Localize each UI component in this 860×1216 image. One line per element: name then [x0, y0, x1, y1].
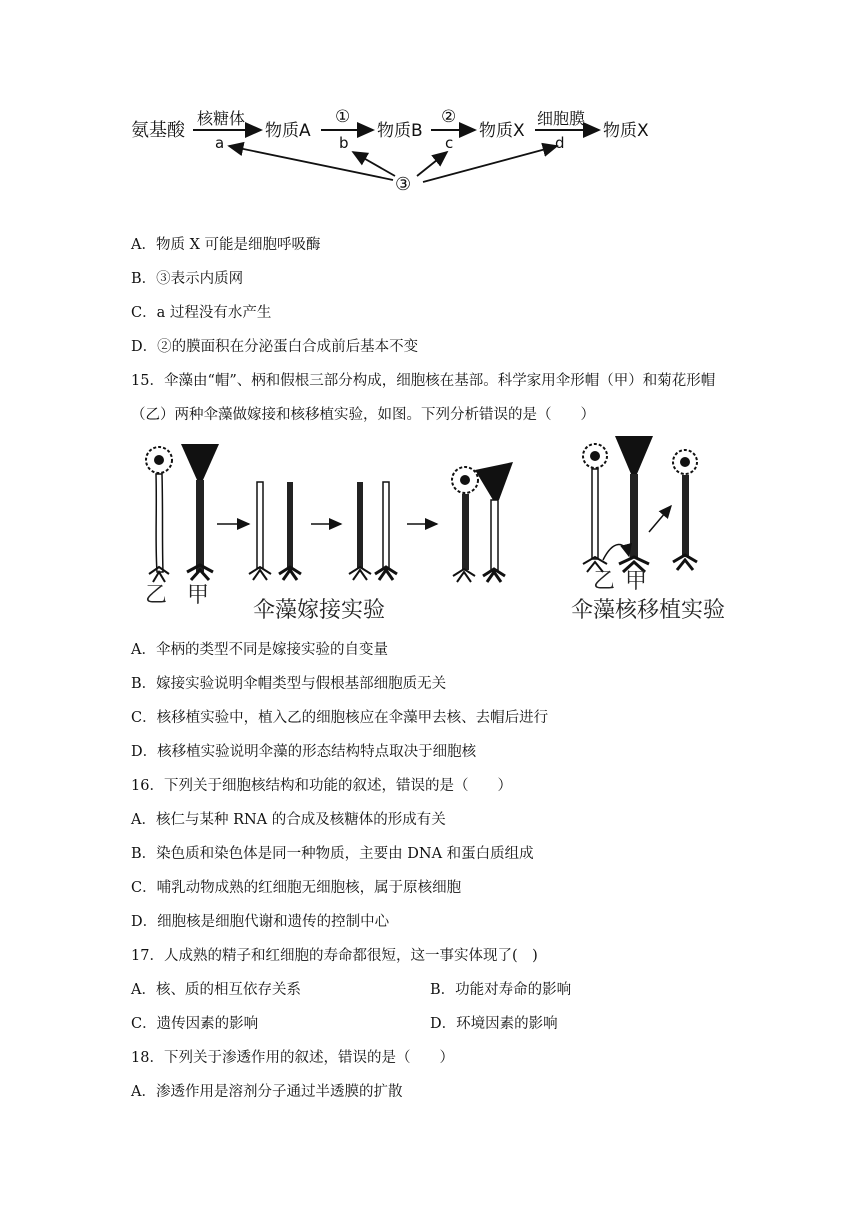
q16-option-b: B．染色质和染色体是同一种物质，主要由 DNA 和蛋白质组成 [131, 846, 534, 862]
graft-stage-2 [249, 482, 301, 580]
label-ribosome: 核糖体 [197, 109, 246, 128]
label-cell-membrane: 细胞膜 [537, 109, 586, 128]
q14-option-c: C．a 过程没有水产生 [131, 305, 272, 321]
protein-secretion-diagram [125, 100, 685, 200]
q16-option-a: A．核仁与某种 RNA 的合成及核糖体的形成有关 [131, 812, 446, 828]
node-material-x2: 物质X [603, 121, 649, 141]
transplant-result-arrow [649, 506, 671, 532]
arrow-3-to-d [423, 146, 557, 182]
q15-stem-line2: （乙）两种伞藻做嫁接和核移植实验，如图。下列分析错误的是（ ） [131, 407, 595, 423]
fig-label-jia-2: 甲 [625, 569, 648, 594]
fig-caption-grafting: 伞藻嫁接实验 [253, 598, 386, 623]
q17-stem: 17．人成熟的精子和红细胞的寿命都很短，这一事实体现了( ) [131, 948, 538, 964]
q17-option-b: B．功能对寿命的影响 [430, 982, 572, 998]
transplant-plant-jia [615, 436, 653, 572]
acetabularia-figure [135, 422, 725, 627]
label-b: b [339, 134, 349, 152]
q16-stem: 16．下列关于细胞核结构和功能的叙述，错误的是（ ） [131, 778, 512, 794]
q18-stem: 18．下列关于渗透作用的叙述，错误的是（ ） [131, 1050, 454, 1066]
label-circle-3: ③ [395, 174, 412, 195]
fig-label-yi-2: 乙 [593, 569, 616, 594]
node-material-a: 物质A [265, 121, 311, 141]
q16-option-d: D．细胞核是细胞代谢和遗传的控制中心 [131, 914, 390, 930]
q18-option-a: A．渗透作用是溶剂分子通过半透膜的扩散 [131, 1084, 403, 1100]
q16-option-c: C．哺乳动物成熟的红细胞无细胞核，属于原核细胞 [131, 880, 462, 896]
q17-option-a: A．核、质的相互依存关系 [131, 982, 301, 998]
node-amino-acid: 氨基酸 [131, 120, 185, 141]
fig-caption-transplant: 伞藻核移植实验 [571, 598, 725, 623]
label-circle-1: ① [335, 107, 351, 127]
label-d: d [555, 134, 565, 152]
label-a: a [215, 134, 225, 152]
node-material-b: 物质B [377, 121, 423, 141]
q17-option-d: D．环境因素的影响 [430, 1016, 558, 1032]
plant-yi-daisy-original [146, 447, 172, 582]
q14-option-b: B．③表示内质网 [131, 271, 244, 287]
q15-option-c: C．核移植实验中，植入乙的细胞核应在伞藻甲去核、去帽后进行 [131, 710, 549, 726]
q14-option-d: D．②的膜面积在分泌蛋白合成前后基本不变 [131, 339, 419, 355]
transplant-plant-yi [583, 444, 607, 572]
graft-stage-4 [452, 462, 513, 582]
q14-option-a: A．物质 X 可能是细胞呼吸酶 [131, 237, 321, 253]
q15-stem-line1: 15．伞藻由“帽”、柄和假根三部分构成，细胞核在基部。科学家用伞形帽（甲）和菊花形帽 [131, 373, 716, 389]
plant-jia-umbrella-original [181, 444, 219, 580]
fig-label-jia-1: 甲 [187, 583, 210, 608]
q17-option-c: C．遗传因素的影响 [131, 1016, 259, 1032]
graft-stage-3 [349, 482, 397, 580]
arrow-3-to-c [417, 152, 447, 176]
q15-option-b: B．嫁接实验说明伞帽类型与假根基部细胞质无关 [131, 676, 447, 692]
q15-option-d: D．核移植实验说明伞藻的形态结构特点取决于细胞核 [131, 744, 477, 760]
label-c: c [445, 134, 454, 152]
fig-label-yi-1: 乙 [145, 583, 168, 608]
arrow-3-to-a [229, 146, 393, 180]
transplant-nucleus-arrow [603, 544, 629, 560]
label-circle-2: ② [441, 107, 457, 127]
node-material-x1: 物质X [479, 121, 525, 141]
q15-option-a: A．伞柄的类型不同是嫁接实验的自变量 [131, 642, 388, 658]
transplant-result-plant [673, 450, 697, 570]
